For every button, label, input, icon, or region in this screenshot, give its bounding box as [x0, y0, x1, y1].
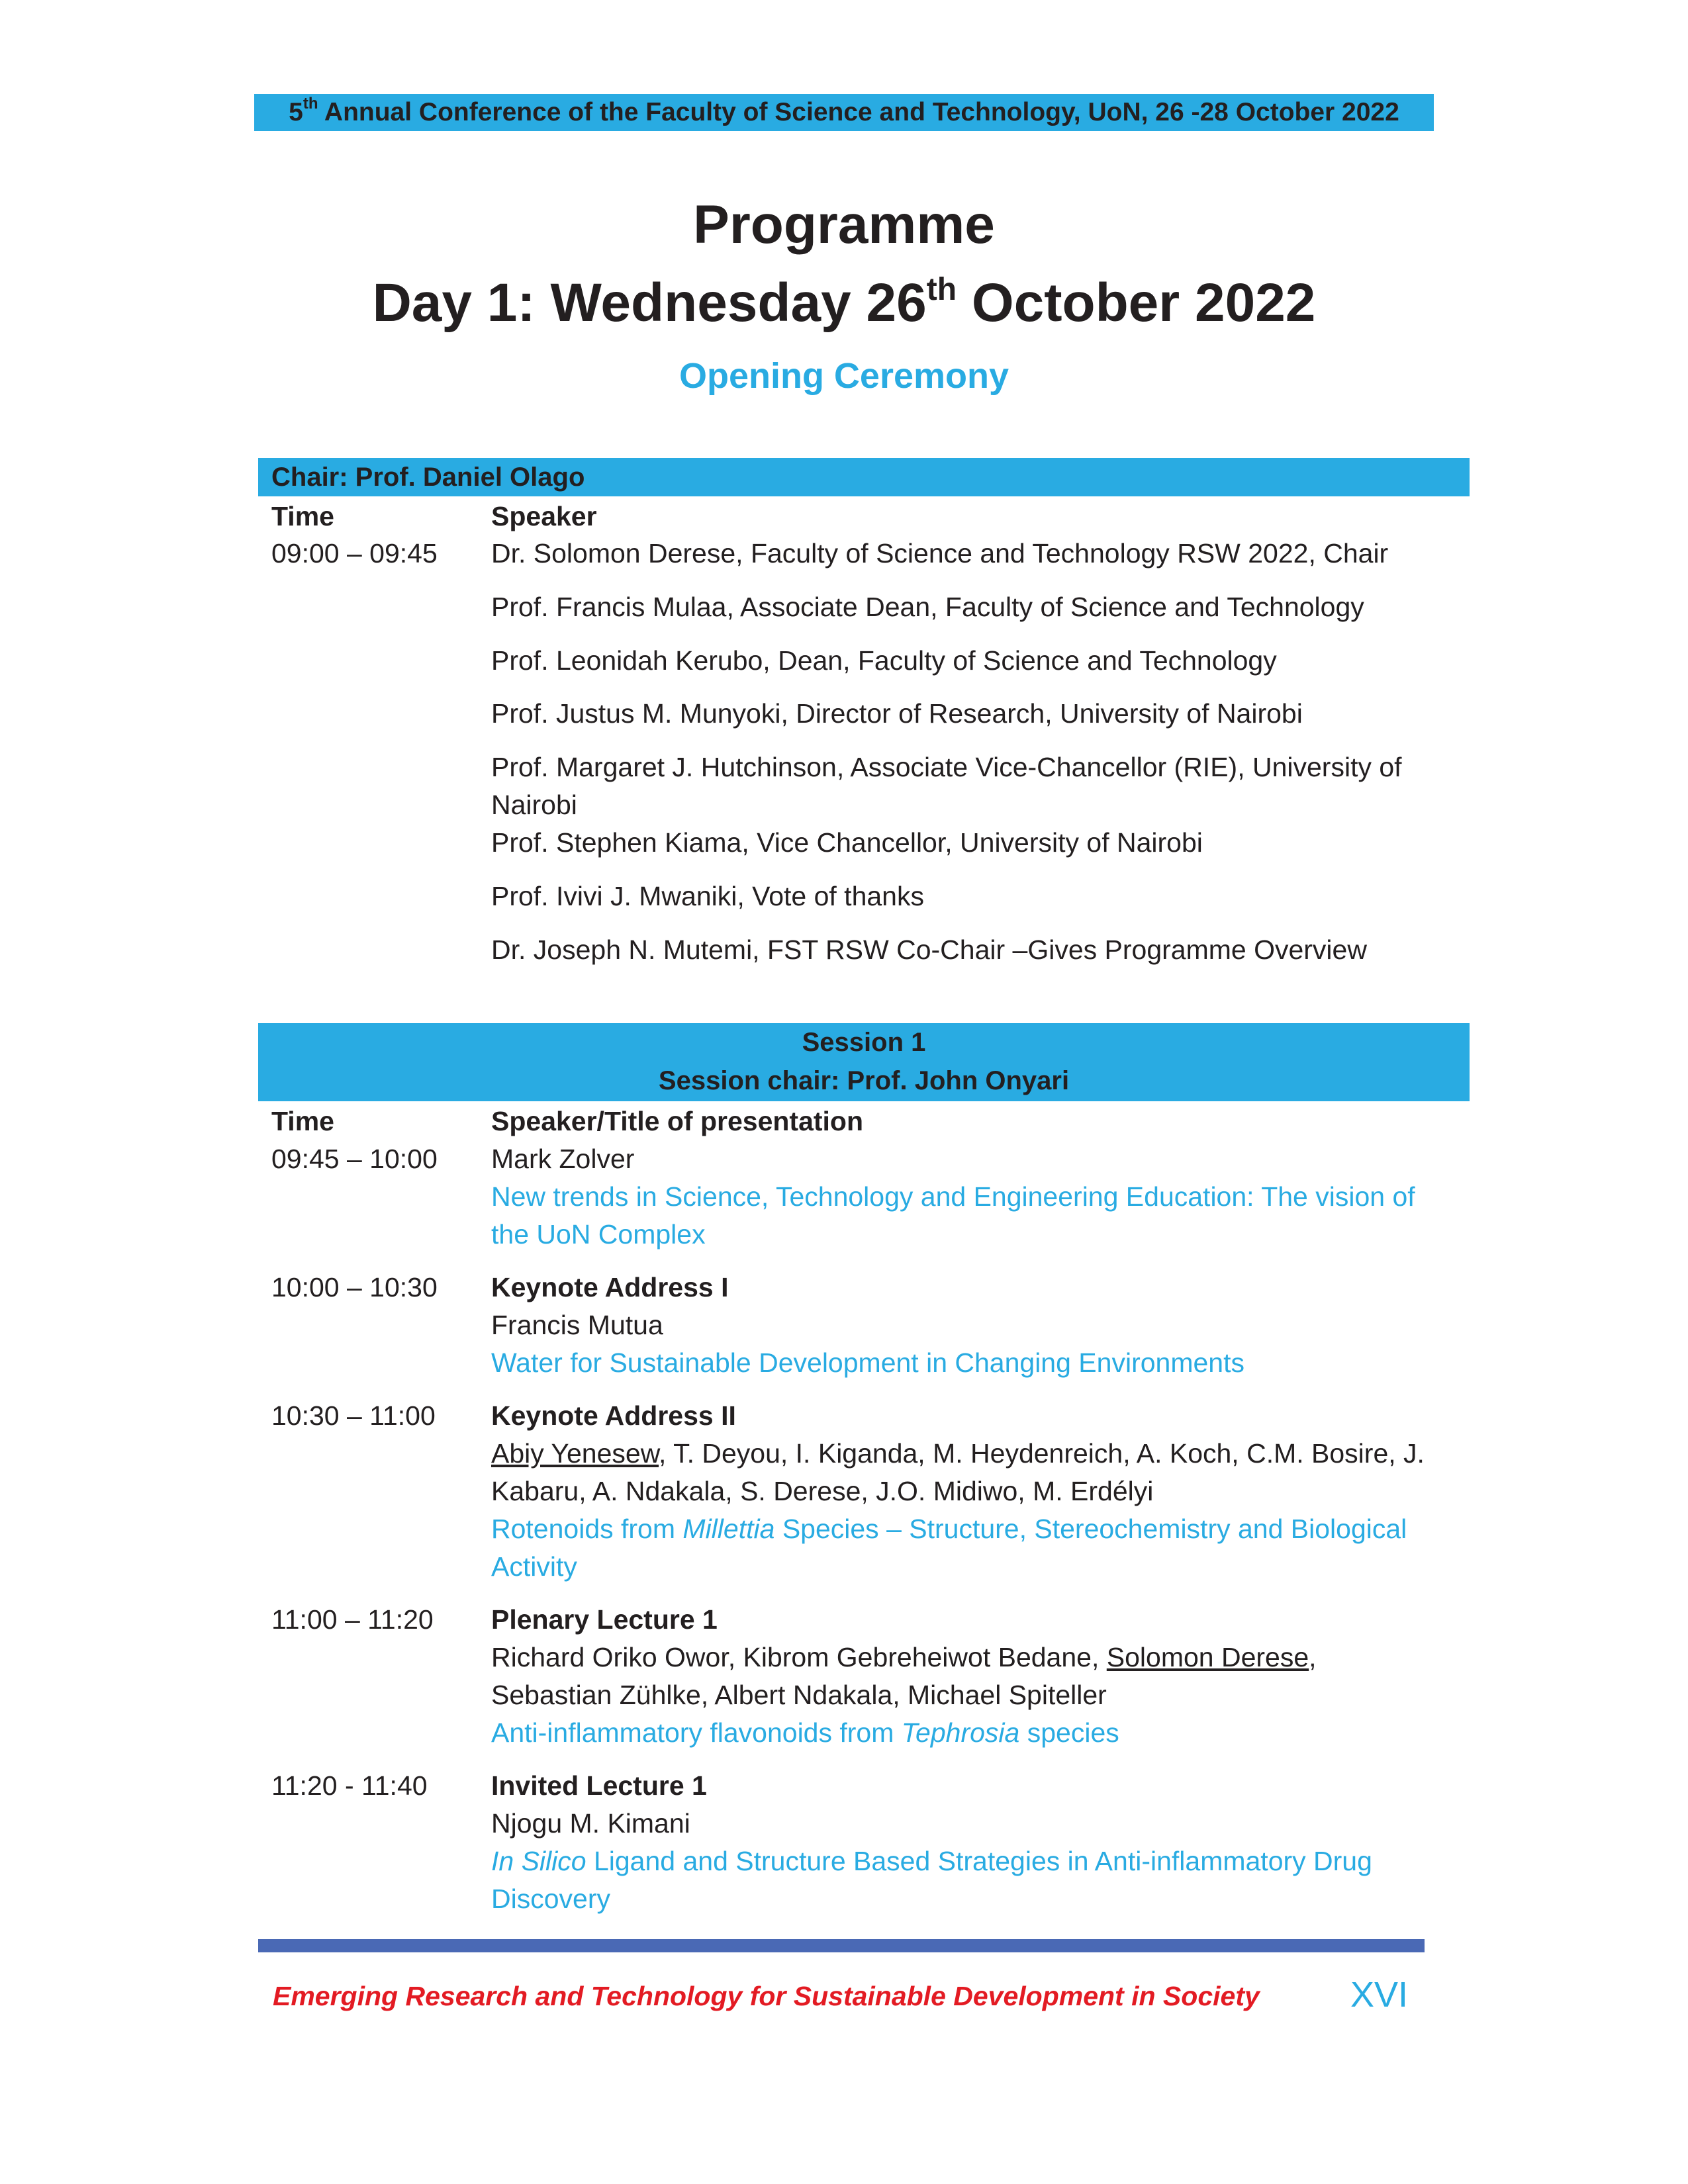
- session-item-time: 11:00 – 11:20: [271, 1604, 434, 1635]
- presenting-author: Abiy Yenesew: [491, 1438, 659, 1469]
- session1-col-time: Time: [271, 1106, 334, 1136]
- session-item-speaker: Njogu M. Kimani: [491, 1808, 690, 1839]
- header-ordinal-suffix: th: [303, 95, 318, 113]
- opening-speaker: Prof. Justus M. Munyoki, Director of Research, University of Nairobi: [491, 698, 1303, 729]
- session1-col-speaker: Speaker/Title of presentation: [491, 1106, 864, 1136]
- opening-speaker: Prof. Margaret J. Hutchinson, Associate Vice-Chancellor (RIE), University of: [491, 752, 1402, 782]
- title-part: Species – Structure, Stereochemistry and Biological: [782, 1514, 1407, 1544]
- opening-speaker: Prof. Leonidah Kerubo, Dean, Faculty of Science and Technology: [491, 645, 1277, 676]
- session-item-title: New trends in Science, Technology and Engineering Education: The vision of: [491, 1181, 1415, 1212]
- day-title-prefix: Day 1: Wednesday 26: [372, 273, 927, 333]
- footer-tagline: Emerging Research and Technology for Sustainable Development in Society: [273, 1981, 1260, 2011]
- footer-rule: [258, 1939, 1425, 1952]
- title-italic: In Silico: [491, 1846, 586, 1876]
- presenting-author: Solomon Derese: [1106, 1642, 1309, 1672]
- title-part: Ligand and Structure Based Strategies in Anti-inflammatory Drug: [593, 1846, 1372, 1876]
- session-item-time: 09:45 – 10:00: [271, 1144, 438, 1174]
- conference-header-banner: [254, 94, 1434, 131]
- opening-speaker: Prof. Francis Mulaa, Associate Dean, Faculty of Science and Technology: [491, 592, 1364, 622]
- co-authors: Richard Oriko Owor, Kibrom Gebreheiwot Bedane,: [491, 1642, 1100, 1672]
- title-part: species: [1027, 1717, 1119, 1748]
- session-item-label: Keynote Address II: [491, 1400, 736, 1431]
- session1-chair: Session chair: Prof. John Onyari: [658, 1066, 1070, 1095]
- opening-col-time: Time: [271, 501, 334, 531]
- opening-speaker: Dr. Solomon Derese, Faculty of Science and Technology RSW 2022, Chair: [491, 538, 1389, 569]
- opening-speaker: Prof. Ivivi J. Mwaniki, Vote of thanks: [491, 881, 924, 911]
- session1-bar: [258, 1023, 1470, 1101]
- day-title-sup: th: [926, 272, 957, 307]
- session-item-title: [491, 1714, 1119, 1751]
- title-part: Rotenoids from: [491, 1514, 676, 1544]
- session-item-title: Discovery: [491, 1884, 610, 1914]
- title-italic: Tephrosia: [901, 1717, 1020, 1748]
- session-item-speaker: Francis Mutua: [491, 1310, 663, 1340]
- header-ordinal: 5: [289, 98, 303, 126]
- day-title: [0, 270, 1688, 336]
- session-item-title: [491, 1510, 1407, 1547]
- session-item-speaker: [491, 1435, 1425, 1472]
- session-item-speaker: Mark Zolver: [491, 1144, 635, 1174]
- session-item-speaker: [491, 1639, 1317, 1676]
- opening-col-speaker: Speaker: [491, 501, 597, 531]
- session-item-title: the UoN Complex: [491, 1219, 706, 1250]
- page-number: XVI: [1350, 1975, 1409, 2015]
- session-item-title: Activity: [491, 1551, 577, 1582]
- session-item-label: Keynote Address I: [491, 1272, 729, 1302]
- opening-speaker: Nairobi: [491, 790, 577, 820]
- session-item-speaker: Sebastian Zühlke, Albert Ndakala, Michael Spiteller: [491, 1680, 1107, 1710]
- session-item-label: Plenary Lecture 1: [491, 1604, 718, 1635]
- opening-speaker: Prof. Stephen Kiama, Vice Chancellor, University of Nairobi: [491, 827, 1203, 858]
- session-item-time: 11:20 - 11:40: [271, 1770, 428, 1801]
- session-item-label: Invited Lecture 1: [491, 1770, 707, 1801]
- day-title-suffix: October 2022: [971, 273, 1316, 333]
- session-item-speaker: Kabaru, A. Ndakala, S. Derese, J.O. Midiwo, M. Erdélyi: [491, 1476, 1154, 1506]
- title-italic: Millettia: [682, 1514, 775, 1544]
- opening-chair-bar: Chair: Prof. Daniel Olago: [258, 458, 1470, 496]
- opening-speaker: Dr. Joseph N. Mutemi, FST RSW Co-Chair –Gives Programme Overview: [491, 934, 1367, 965]
- opening-time: 09:00 – 09:45: [271, 538, 438, 569]
- session1-title: Session 1: [802, 1028, 926, 1057]
- title-part: Anti-inflammatory flavonoids from: [491, 1717, 894, 1748]
- session-item-title: Water for Sustainable Development in Changing Environments: [491, 1347, 1244, 1378]
- page-title: Programme: [693, 195, 995, 255]
- co-authors: , T. Deyou, I. Kiganda, M. Heydenreich, A. Koch, C.M. Bosire, J.: [659, 1438, 1425, 1469]
- opening-ceremony-subtitle: Opening Ceremony: [679, 356, 1009, 396]
- session-item-title: [491, 1843, 1372, 1880]
- header-text: Annual Conference of the Faculty of Science and Technology, UoN, 26 -28 October 2022: [324, 98, 1399, 126]
- session-item-time: 10:00 – 10:30: [271, 1272, 438, 1302]
- comma: ,: [1309, 1642, 1317, 1672]
- session-item-time: 10:30 – 11:00: [271, 1400, 436, 1431]
